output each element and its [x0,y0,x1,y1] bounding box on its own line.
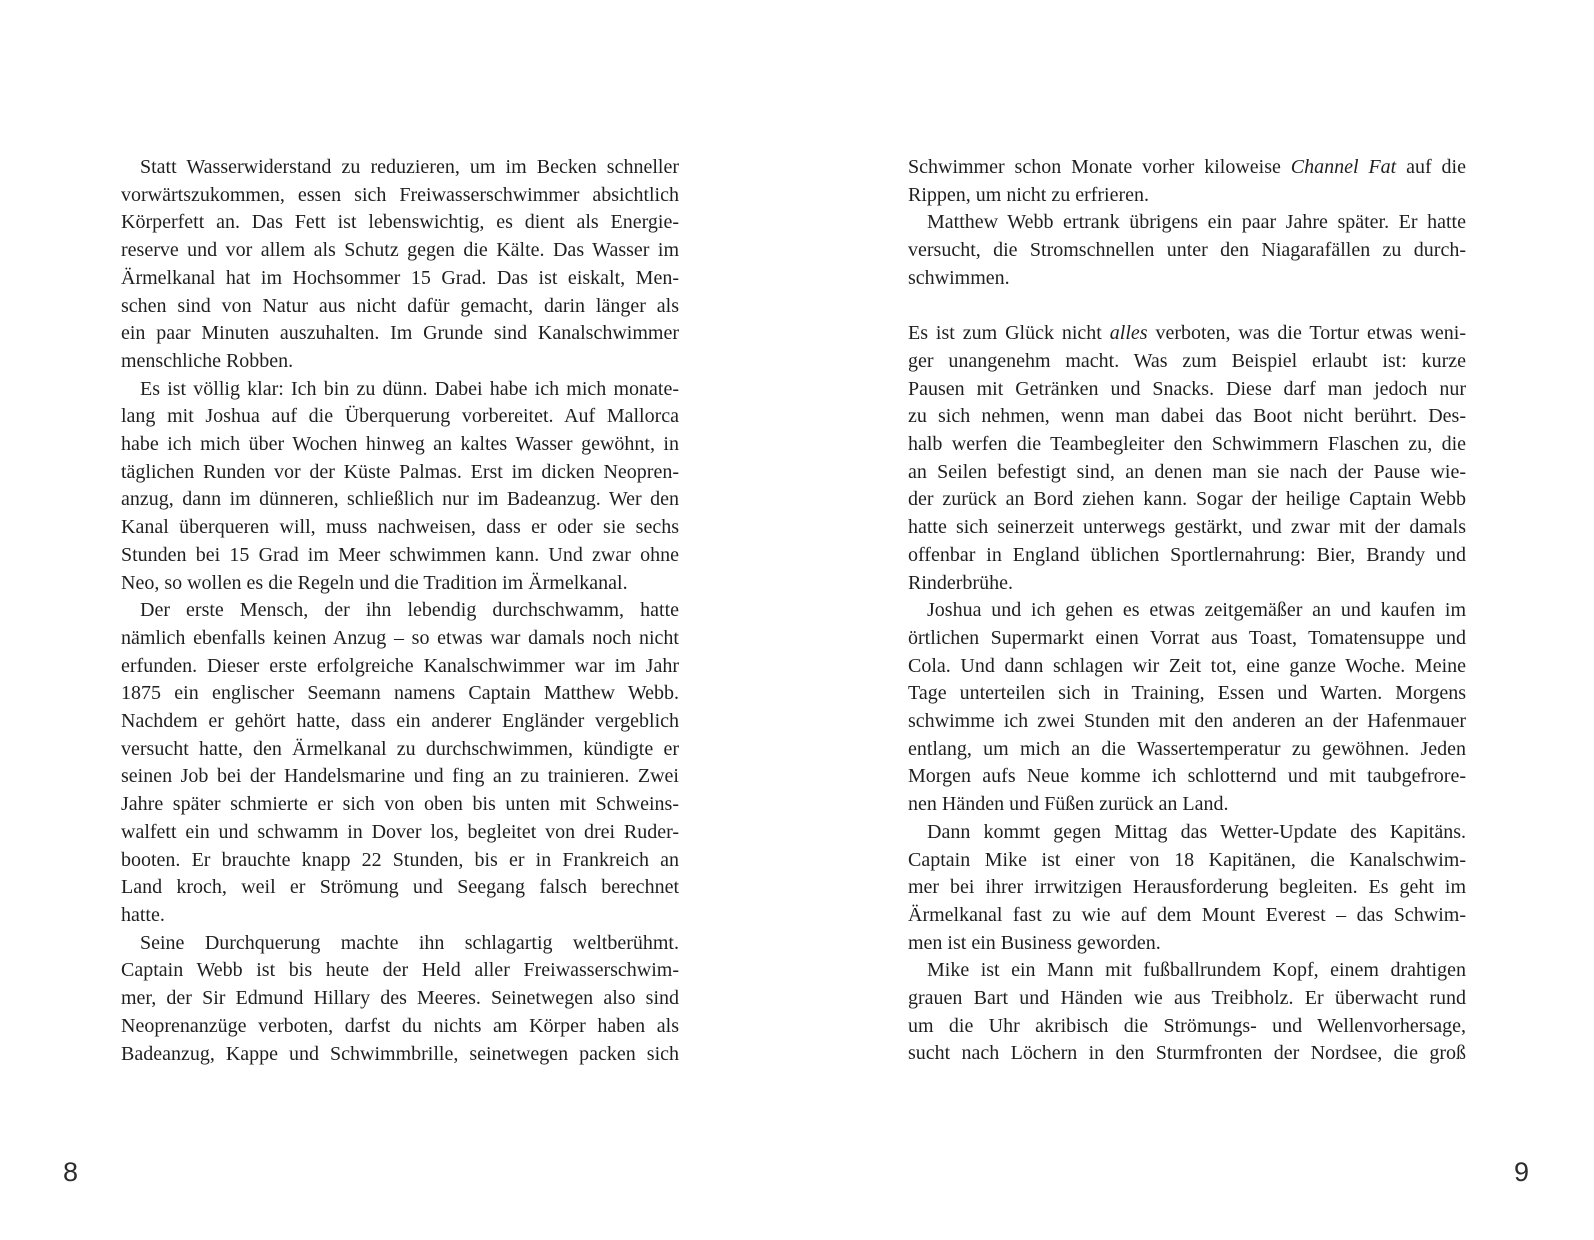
text-segment: schwimmen. [908,266,1010,289]
text-segment: vorwärtszukommen, essen sich Freiwasserschwimmer absichtlich [121,183,679,206]
text-segment: Rinderbrühe. [908,571,1013,594]
text-line [908,265,1466,293]
text-line [121,874,679,902]
text-segment: Joshua und ich gehen es etwas zeitgemäßer an und kaufen im [927,599,1466,622]
text-line [908,791,1466,819]
text-line [908,376,1466,404]
right-page-number: 9 [1514,1157,1530,1187]
text-line [121,265,679,293]
text-segment: menschliche Robben. [121,349,294,372]
text-segment: auf die [1396,156,1466,178]
text-line [121,486,679,514]
text-segment: schen sind von Natur aus nicht dafür gemacht, darin länger als [121,294,679,317]
text-segment: Neoprenanzüge verboten, darfst du nichts am Körper haben als [121,1014,679,1037]
text-segment: Dann kommt gegen Mittag das Wetter-Update des Kapitäns. [927,820,1466,843]
text-line [908,680,1466,708]
text-segment: Land kroch, weil er Strömung und Seegang falsch berechnet [121,876,679,899]
text-segment: Jahre später schmierte er sich von oben bis unten mit Schweins- [121,793,679,816]
text-line [121,708,679,736]
text-line [121,957,679,985]
text-segment: lang mit Joshua auf die Überquerung vorbereitet. Auf Mallorca [121,405,679,428]
paragraph [121,597,679,929]
text-line [121,625,679,653]
text-line [908,459,1466,487]
left-page-text-column [121,154,679,1068]
text-line [908,985,1466,1013]
paragraph [121,154,679,376]
text-segment: Morgen aufs Neue komme ich schlotternd und mit taubgefrore- [908,765,1466,788]
text-segment: örtlichen Supermarkt einen Vorrat aus Toast, Tomatensuppe und [908,626,1466,649]
text-segment: men ist ein Business geworden. [908,931,1161,954]
text-line [121,597,679,625]
text-line [121,763,679,791]
italic-text-segment: alles [1109,322,1148,345]
text-segment: Captain Webb ist bis heute der Held aller Freiwasserschwim- [121,959,679,982]
text-line [121,376,679,404]
text-line [908,874,1466,902]
text-segment: 1875 ein englischer Seemann namens Captain Matthew Webb. [121,682,679,705]
text-line [121,1013,679,1041]
text-segment: Es ist zum Glück nicht [908,322,1110,345]
paragraph-break [908,293,1466,321]
text-line [121,320,679,348]
text-segment: schwimme ich zwei Stunden mit den anderen an der Hafenmauer [908,710,1466,733]
text-line [121,403,679,431]
text-segment: Tage unterteilen sich in Training, Essen und Warten. Morgens [908,682,1466,705]
text-segment: Seine Durchquerung machte ihn schlagartig weltberühmt. [140,931,679,954]
text-line [908,957,1466,985]
text-line [908,431,1466,459]
text-segment: Statt Wasserwiderstand zu reduzieren, um im Becken schneller [140,156,679,178]
text-line [908,597,1466,625]
text-segment: Ärmelkanal hat im Hochsommer 15 Grad. Das ist eiskalt, Men- [121,266,679,289]
text-line [121,431,679,459]
paragraph [908,597,1466,819]
text-segment: ein paar Minuten auszuhalten. Im Grunde sind Kanalschwimmer [121,322,679,345]
right-page-text-column [908,154,1466,1068]
text-segment: Nachdem er gehört hatte, dass ein anderer Engländer vergeblich [121,710,679,733]
text-line [908,542,1466,570]
text-line [121,680,679,708]
text-segment: Körperfett an. Das Fett ist lebenswichtig, es dient als Energie- [121,211,679,234]
text-segment: booten. Er brauchte knapp 22 Stunden, bis er in Frankreich an [121,848,679,871]
text-line [121,209,679,237]
text-line [121,182,679,210]
text-segment: anzug, dann im dünneren, schließlich nur im Badeanzug. Wer den [121,488,679,511]
paragraph [908,957,1466,1068]
text-line [908,348,1466,376]
text-line [908,182,1466,210]
text-segment: hatte sich seinerzeit unterwegs gestärkt, und zwar mit der damals [908,516,1466,539]
text-segment: Ärmelkanal fast zu wie auf dem Mount Everest – das Schwim- [908,903,1466,926]
text-line [908,237,1466,265]
text-line [908,653,1466,681]
text-segment: reserve und vor allem als Schutz gegen die Kälte. Das Wasser im [121,239,679,262]
text-segment: Stunden bei 15 Grad im Meer schwimmen kann. Und zwar ohne [121,543,679,566]
text-segment: Schwimmer schon Monate vorher kiloweise [908,156,1291,178]
paragraph [121,930,679,1069]
text-segment: an Seilen befestigt sind, an denen man sie nach der Pause wie- [908,460,1466,483]
text-segment: Captain Mike ist einer von 18 Kapitänen, die Kanalschwim- [908,848,1466,871]
italic-text-segment: Channel Fat [1290,156,1397,178]
text-line [908,847,1466,875]
text-line [908,736,1466,764]
text-segment: Der erste Mensch, der ihn lebendig durchschwamm, hatte [140,599,679,622]
text-segment: grauen Bart und Händen wie aus Treibholz. Er überwacht rund [908,987,1466,1010]
text-segment: verboten, was die Tortur etwas weni- [1147,322,1467,345]
text-line [121,847,679,875]
text-line [121,1041,679,1069]
text-line [908,1013,1466,1041]
paragraph [908,320,1466,597]
text-line [908,819,1466,847]
text-line [121,514,679,542]
text-line [121,791,679,819]
text-line [121,653,679,681]
text-segment: ger unangenehm macht. Was zum Beispiel erlaubt ist: kurze [908,349,1466,372]
text-line [908,486,1466,514]
text-segment: entlang, um mich an die Wassertemperatur zu gewöhnen. Jeden [908,737,1466,760]
text-segment: Badeanzug, Kappe und Schwimmbrille, seinetwegen packen sich [121,1042,679,1065]
paragraph [908,209,1466,292]
text-segment: nen Händen und Füßen zurück an Land. [908,793,1229,816]
paragraph [908,154,1466,209]
text-line [121,819,679,847]
text-segment: nämlich ebenfalls keinen Anzug – so etwas war damals noch nicht [121,626,679,649]
text-segment: Kanal überqueren will, muss nachweisen, dass er oder sie sechs [121,516,679,539]
text-line [121,459,679,487]
text-segment: mer, der Sir Edmund Hillary des Meeres. Seinetwegen also sind [121,987,679,1010]
text-line [121,154,679,182]
text-line [908,930,1466,958]
text-line [908,514,1466,542]
text-segment: erfunden. Dieser erste erfolgreiche Kanalschwimmer war im Jahr [121,654,679,677]
text-segment: Pausen mit Getränken und Snacks. Diese darf man jedoch nur [908,377,1466,400]
text-segment: Cola. Und dann schlagen wir Zeit tot, eine ganze Woche. Meine [908,654,1466,677]
text-segment: sucht nach Löchern in den Sturmfronten der Nordsee, die groß [908,1042,1466,1065]
text-line [908,154,1466,182]
text-line [121,237,679,265]
text-line [121,930,679,958]
text-line [908,1040,1466,1068]
text-line [908,403,1466,431]
text-segment: täglichen Runden vor der Küste Palmas. Erst im dicken Neopren- [121,460,679,483]
text-segment: versucht hatte, den Ärmelkanal zu durchschwimmen, kündigte er [121,737,679,760]
text-segment: Rippen, um nicht zu erfrieren. [908,183,1150,206]
text-segment: hatte. [121,903,165,926]
text-segment: habe ich mich über Wochen hinweg an kaltes Wasser gewöhnt, in [121,433,679,456]
text-line [908,209,1466,237]
text-segment: halb werfen die Teambegleiter den Schwimmern Flaschen zu, die [908,433,1466,456]
text-line [908,763,1466,791]
text-segment: Mike ist ein Mann mit fußballrundem Kopf, einem drahtigen [927,959,1466,982]
text-segment: Matthew Webb ertrank übrigens ein paar Jahre später. Er hatte [927,211,1466,234]
text-line [908,320,1466,348]
paragraph [121,376,679,598]
text-line [908,708,1466,736]
text-segment: Neo, so wollen es die Regeln und die Tradition im Ärmelkanal. [121,571,628,594]
text-segment: seinen Job bei der Handelsmarine und fing an zu trainieren. Zwei [121,765,679,788]
text-line [908,570,1466,598]
text-line [908,902,1466,930]
text-segment: zu sich nehmen, wenn man dabei das Boot nicht berührt. Des- [908,405,1466,428]
text-segment: der zurück an Bord ziehen kann. Sogar der heilige Captain Webb [908,488,1466,511]
text-line [121,542,679,570]
text-line [121,985,679,1013]
text-line [121,570,679,598]
text-segment: versucht, die Stromschnellen unter den Niagarafällen zu durch- [908,239,1466,262]
text-line [121,348,679,376]
text-segment: mer bei ihrer irrwitzigen Herausforderung begleiten. Es geht im [908,876,1466,899]
text-line [121,736,679,764]
text-line [121,902,679,930]
text-line [121,293,679,321]
text-segment: Es ist völlig klar: Ich bin zu dünn. Dabei habe ich mich monate- [140,377,679,400]
text-line [908,625,1466,653]
text-segment: um die Uhr akribisch die Strömungs- und Wellenvorhersage, [908,1014,1466,1037]
text-segment: walfett ein und schwamm in Dover los, begleitet von drei Ruder- [121,820,679,843]
left-page-number: 8 [63,1157,79,1187]
text-segment: offenbar in England üblichen Sportlernahrung: Bier, Brandy und [908,543,1466,566]
paragraph [908,819,1466,958]
